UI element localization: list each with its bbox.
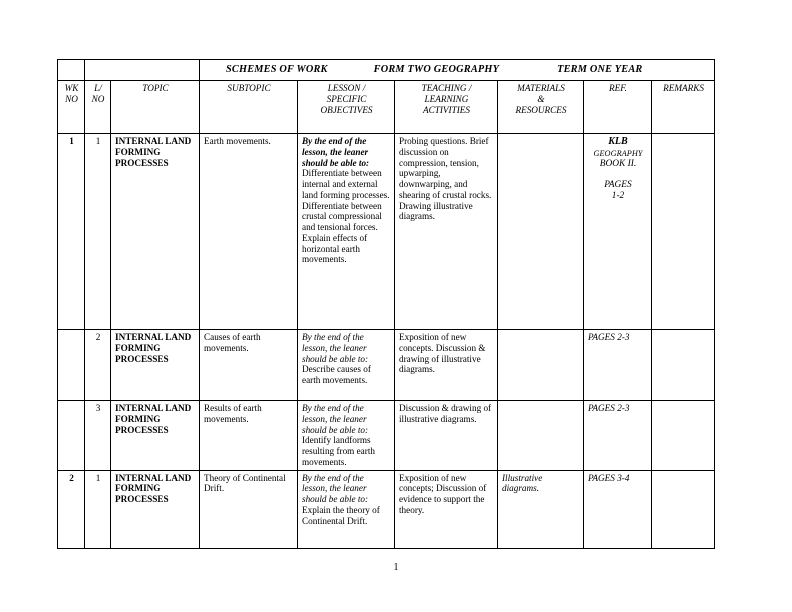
cell-remarks <box>652 330 715 401</box>
cell-lesson-no: 1 <box>85 134 111 330</box>
cell-activities: Probing questions. Brief discussion on compression, tension, upwarping, downwarping, and shearing of crustal rocks. Drawing illustrative diagrams. <box>395 134 498 330</box>
cell-objectives <box>298 134 395 330</box>
cell-wk-no: 1 <box>58 134 85 330</box>
cell-remarks <box>652 134 715 330</box>
title-row-spacer-topic <box>85 60 200 81</box>
cell-wk-no: 2 <box>58 470 85 548</box>
column-header-objectives-line2: SPECIFIC <box>326 93 367 104</box>
cell-topic: INTERNAL LAND FORMING PROCESSES <box>111 134 200 330</box>
ref-pages-label: PAGES <box>588 472 615 483</box>
ref-pages-label: PAGES <box>588 332 615 342</box>
table-row <box>58 401 715 471</box>
objective-lead: By the end of the lesson, the leaner should be able to: <box>302 332 369 364</box>
ref-pages-value: 3-4 <box>617 472 630 483</box>
cell-activities: Exposition of new concepts; Discussion of evidence to support the theory. <box>395 470 498 548</box>
cell-topic: INTERNAL LAND FORMING PROCESSES <box>111 330 200 401</box>
column-header-ref: REF. <box>584 81 652 134</box>
cell-remarks <box>652 470 715 548</box>
column-header-remarks: REMARKS <box>652 81 715 134</box>
schemes-of-work-table <box>57 59 715 549</box>
title-row-spacer-wk <box>58 60 85 81</box>
column-header-lesson-no-line1: L/ <box>94 83 102 93</box>
title-term-one-year: TERM ONE YEAR <box>557 63 643 75</box>
cell-subtopic: Theory of Continental Drift. <box>200 470 298 548</box>
objective-body: Describe causes of earth movements. <box>302 364 371 386</box>
cell-materials <box>498 401 584 471</box>
cell-subtopic: Results of earth movements. <box>200 401 298 471</box>
column-header-materials-resources <box>498 81 584 134</box>
cell-topic: INTERNAL LAND FORMING PROCESSES <box>111 401 200 471</box>
column-header-activities-line1: TEACHING / <box>421 83 472 93</box>
cell-subtopic: Causes of earth movements. <box>200 330 298 401</box>
cell-activities: Exposition of new concepts. Discussion & drawing of illustrative diagrams. <box>395 330 498 401</box>
column-header-objectives <box>298 81 395 134</box>
cell-wk-no <box>58 330 85 401</box>
title-schemes-of-work: SCHEMES OF WORK <box>226 63 328 75</box>
ref-pages-label: PAGES <box>604 180 632 191</box>
ref-pages-value: 2-3 <box>617 403 630 413</box>
ref-pages-value: 1-2 <box>611 191 625 202</box>
column-header-wk-no <box>58 81 85 134</box>
ref-book-publisher: KLB <box>608 136 628 147</box>
cell-materials <box>498 330 584 401</box>
title-row <box>58 60 715 81</box>
cell-lesson-no: 1 <box>85 470 111 548</box>
column-header-materials-line2: & <box>537 93 545 104</box>
objective-body: Identify landforms resulting from earth movements. <box>302 435 375 467</box>
column-header-wk-no-line1: WK <box>64 83 79 93</box>
column-header-objectives-line3: OBJECTIVES <box>320 104 373 115</box>
table-row <box>58 330 715 401</box>
objective-lead: By the end of the lesson, the leaner should be able to: <box>302 136 370 168</box>
column-header-lesson-no <box>85 81 111 134</box>
cell-lesson-no: 2 <box>85 330 111 401</box>
table-header-row <box>58 81 715 134</box>
cell-objectives <box>298 470 395 548</box>
ref-book-subject: GEOGRAPHY <box>593 148 643 158</box>
cell-ref <box>584 134 652 330</box>
document-title-bar <box>200 60 715 81</box>
table-row <box>58 134 715 330</box>
cell-lesson-no: 3 <box>85 401 111 471</box>
column-header-subtopic: SUBTOPIC <box>200 81 298 134</box>
page-number: 1 <box>393 562 399 573</box>
cell-materials: Illustrative diagrams. <box>498 470 584 548</box>
cell-remarks <box>652 401 715 471</box>
table-row <box>58 470 715 548</box>
column-header-activities-line3: ACTIVITIES <box>423 104 470 115</box>
column-header-wk-no-line2: NO <box>65 93 78 104</box>
cell-subtopic: Earth movements. <box>200 134 298 330</box>
cell-ref <box>584 470 652 548</box>
cell-topic: INTERNAL LAND FORMING PROCESSES <box>111 470 200 548</box>
objective-body: Explain the theory of Continental Drift. <box>302 504 380 526</box>
cell-ref <box>584 401 652 471</box>
ref-pages-value: 2-3 <box>617 332 630 342</box>
column-header-activities <box>395 81 498 134</box>
column-header-materials-line3: RESOURCES <box>515 104 567 115</box>
objective-lead: By the end of the lesson, the leaner should be able to: <box>302 472 369 505</box>
cell-materials <box>498 134 584 330</box>
cell-wk-no <box>58 401 85 471</box>
cell-activities: Discussion & drawing of illustrative diagrams. <box>395 401 498 471</box>
column-header-objectives-line1: LESSON / <box>327 83 366 93</box>
objective-lead: By the end of the lesson, the leaner should be able to: <box>302 403 369 435</box>
title-form-two-geography: FORM TWO GEOGRAPHY <box>373 63 500 75</box>
column-header-topic: TOPIC <box>111 81 200 134</box>
ref-pages-label: PAGES <box>588 403 615 413</box>
column-header-materials-line1: MATERIALS <box>517 83 565 93</box>
cell-objectives <box>298 330 395 401</box>
cell-objectives <box>298 401 395 471</box>
column-header-lesson-no-line2: NO <box>91 93 105 104</box>
cell-ref <box>584 330 652 401</box>
objective-body: Differentiate between internal and external land forming processes. Differentiate between crustal compressional and tensional forces. Explain effects of horizontal earth movements. <box>302 168 390 265</box>
ref-book-volume: BOOK II. <box>599 159 637 170</box>
column-header-activities-line2: LEARNING <box>424 93 469 104</box>
